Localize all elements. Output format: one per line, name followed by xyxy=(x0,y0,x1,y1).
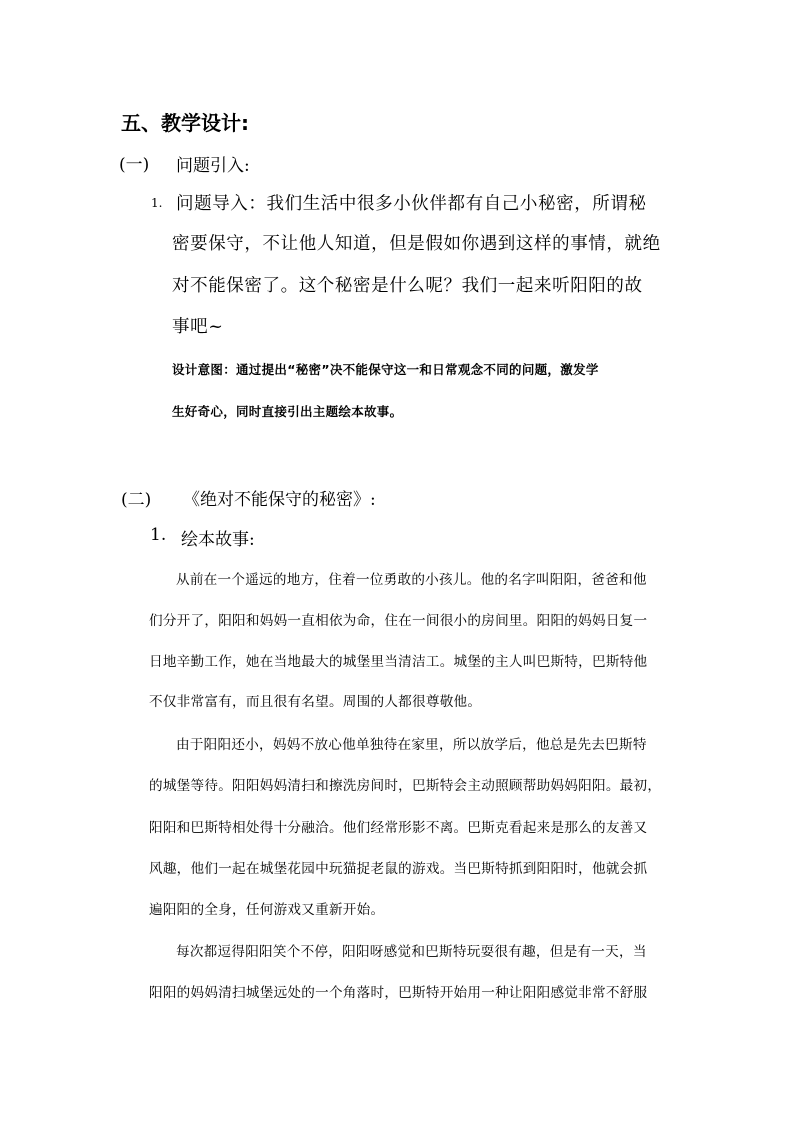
part2-item-number: 1. xyxy=(150,525,167,545)
story-line: 从前在一个遥远的地方，住着一位勇敢的小孩儿。他的名字叫阳阳，爸爸和他 xyxy=(176,572,647,588)
part1-item-line: 对不能保密了。这个秘密是什么呢？我们一起来听阳阳的故 xyxy=(172,276,643,296)
section-title: 五、教学设计: xyxy=(121,111,249,135)
part1-item-number: 1. xyxy=(151,196,163,210)
story-line: 遍阳阳的全身，任何游戏又重新开始。 xyxy=(149,902,385,918)
story-line: 每次都逗得阳阳笑个不停，阳阳呀感觉和巴斯特玩耍很有趣，但是有一天，当 xyxy=(176,944,647,960)
part1-item-line: 事吧~ xyxy=(172,317,224,337)
part2-item-label: 绘本故事: xyxy=(181,530,255,550)
part1-marker: (一) xyxy=(119,155,150,175)
story-line: 不仅非常富有，而且很有名望。周围的人都很尊敬他。 xyxy=(149,694,482,710)
design-intent-note: 生好奇心，同时直接引出主题绘本故事。 xyxy=(172,404,403,419)
part1-item-line: 密要保守，不让他人知道，但是假如你遇到这样的事情，就绝 xyxy=(172,234,661,254)
story-line: 日地辛勤工作，她在当地最大的城堡里当清洁工。城堡的主人叫巴斯特，巴斯特他 xyxy=(149,654,648,670)
part1-item-line: 问题导入：我们生活中很多小伙伴都有自己小秘密，所谓秘 xyxy=(176,194,647,214)
design-intent-note: 设计意图：通过提出“秘密”决不能保守这一和日常观念不同的问题，激发学 xyxy=(172,362,599,377)
story-line: 由于阳阳还小，妈妈不放心他单独待在家里，所以放学后，他总是先去巴斯特 xyxy=(176,737,647,753)
story-line: 阳阳的妈妈清扫城堡远处的一个角落时，巴斯特开始用一种让阳阳感觉非常不舒服 xyxy=(149,985,648,1001)
part1-heading: 问题引入: xyxy=(176,156,250,176)
part2-marker: (二) xyxy=(121,490,152,510)
story-line: 们分开了，阳阳和妈妈一直相依为命，住在一间很小的房间里。阳阳的妈妈日复一 xyxy=(149,613,648,629)
story-line: 阳阳和巴斯特相处得十分融洽。他们经常形影不离。巴斯克看起来是那么的友善又 xyxy=(149,820,648,836)
story-line: 的城堡等待。阳阳妈妈清扫和擦洗房间时，巴斯特会主动照顾帮助妈妈阳阳。最初， xyxy=(149,778,662,794)
story-line: 风趣，他们一起在城堡花园中玩猫捉老鼠的游戏。当巴斯特抓到阳阳时，他就会抓 xyxy=(149,861,648,877)
part2-heading: 《绝对不能保守的秘密》: xyxy=(183,490,376,510)
